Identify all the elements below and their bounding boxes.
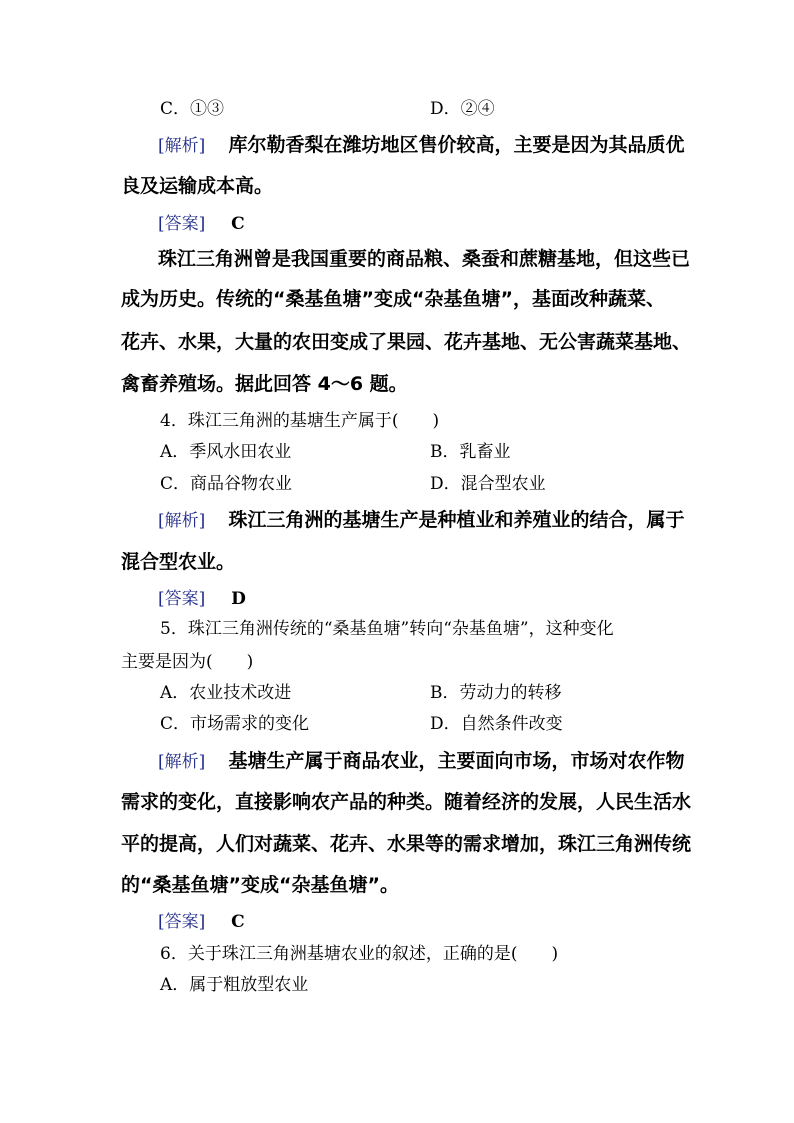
passage-line-1: 珠江三角洲曾是我国重要的商品粮、桑蚕和蔗糖基地，但这些已 [158,248,691,270]
question-4-option-a: A．季风水田农业 [160,442,292,462]
question-4-stem: 4．珠江三角洲的基塘生产属于( ) [160,411,440,431]
explanation-text: 库尔勒香梨在潍坊地区售价较高，主要是因为其品质优 [228,134,685,156]
question-5-stem-line-2: 主要是因为( ) [121,652,254,672]
explanation-tag: [解析] [158,511,206,531]
question-5-option-c: C．市场需求的变化 [160,714,310,734]
explanation-tag: [解析] [158,752,206,772]
explanation-5-line-2: 需求的变化，直接影响农产品的种类。随着经济的发展，人民生活水 [121,791,692,813]
explanation-5-line-1 [158,752,685,771]
question-5-option-a: A．农业技术改进 [160,683,292,703]
explanation-text: 珠江三角洲的基塘生产是种植业和养殖业的结合，属于 [228,509,685,531]
option-c-prev: C．①③ [160,99,225,119]
explanation-4-line-1 [158,511,685,530]
explanation-tag: [解析] [158,136,206,156]
explanation-5-line-4: 的“桑基鱼塘”变成“杂基鱼塘”。 [121,874,399,896]
answer-value: D [231,589,246,609]
question-5-option-d: D．自然条件改变 [430,714,563,734]
explanation-1-line-2: 良及运输成本高。 [121,175,274,197]
answer-value: C [231,214,245,234]
answer-value: C [231,912,245,932]
passage-line-2: 成为历史。传统的“桑基鱼塘”变成“杂基鱼塘”，基面改种蔬菜、 [121,288,665,310]
explanation-text: 基塘生产属于商品农业，主要面向市场，市场对农作物 [228,750,685,772]
passage-line-4: 禽畜养殖场。据此回答 4～6 题。 [121,373,408,395]
question-5-stem-line-1: 5．珠江三角洲传统的“桑基鱼塘”转向“杂基鱼塘”，这种变化 [160,619,614,639]
answer-5 [158,914,245,931]
question-4-option-b: B．乳畜业 [430,442,511,462]
question-6-option-a: A．属于粗放型农业 [160,975,309,995]
question-4-option-c: C．商品谷物农业 [160,474,293,494]
answer-tag: [答案] [158,589,206,609]
question-6-stem: 6．关于珠江三角洲基塘农业的叙述，正确的是( ) [160,944,559,964]
question-4-option-d: D．混合型农业 [430,474,546,494]
answer-tag: [答案] [158,912,206,932]
explanation-5-line-3: 平的提高，人们对蔬菜、花卉、水果等的需求增加，珠江三角洲传统 [121,833,692,855]
question-5-option-b: B．劳动力的转移 [430,683,562,703]
answer-4 [158,591,246,608]
answer-1 [158,216,245,233]
option-d-prev: D．②④ [430,99,495,119]
answer-tag: [答案] [158,214,206,234]
explanation-1-line-1 [158,136,685,155]
explanation-4-line-2: 混合型农业。 [121,551,236,573]
passage-line-3: 花卉、水果，大量的农田变成了果园、花卉基地、无公害蔬菜基地、 [121,331,692,353]
